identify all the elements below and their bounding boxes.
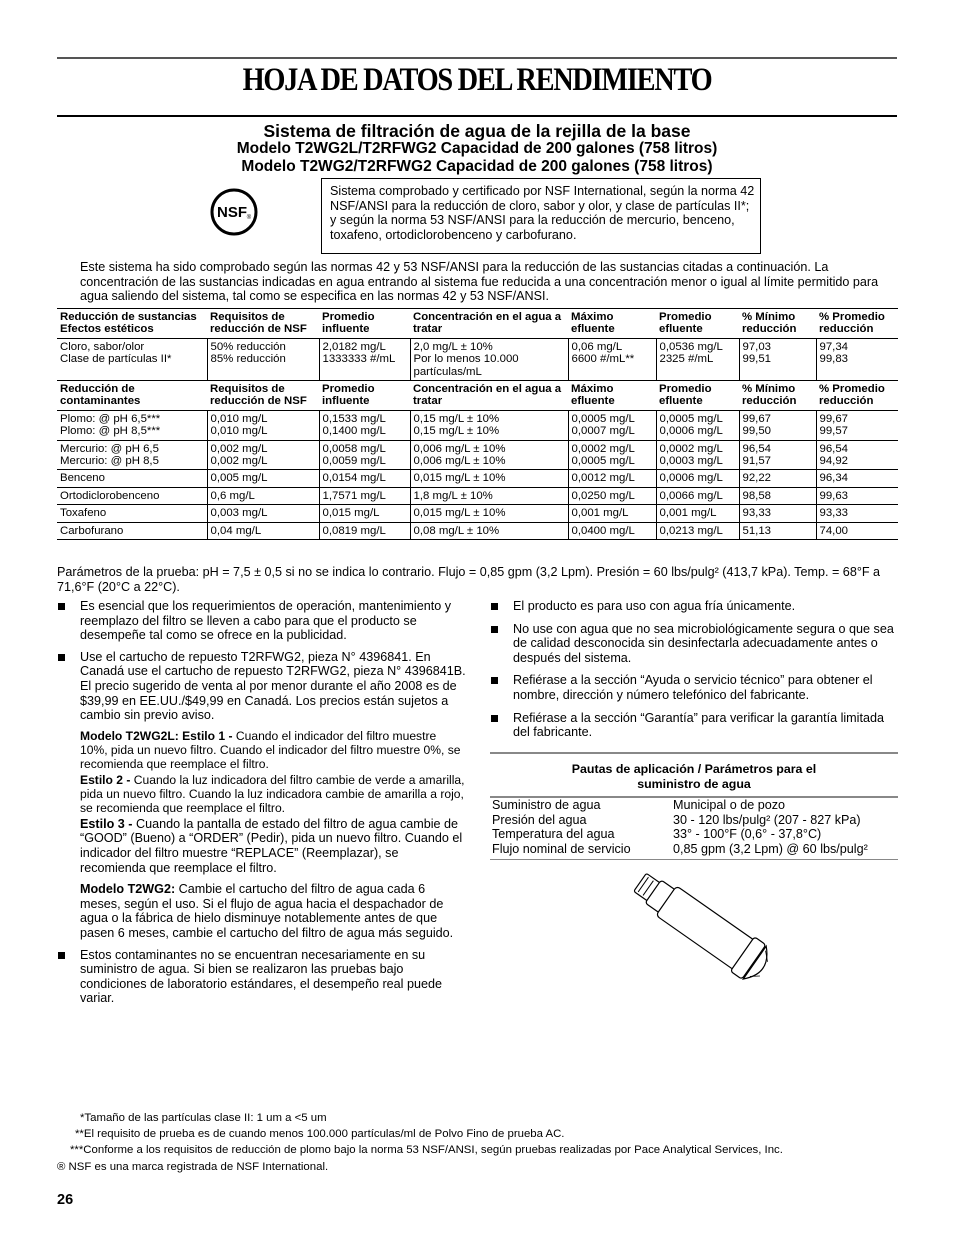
footnote-4: ® NSF es una marca registrada de NSF International. — [57, 1161, 329, 1173]
table-cell: Reducción de contaminantes — [57, 381, 207, 411]
performance-table — [57, 308, 898, 540]
table-cell: 0,0819 mg/L — [319, 522, 410, 539]
table-cell: Requisitos de reducción de NSF — [207, 381, 319, 411]
list-item: Refiérase a la sección “Garantía” para verificar la garantía limitada del fabricante. — [490, 711, 900, 740]
guidelines-title: Pautas de aplicación / Parámetros para el suministro de agua — [571, 762, 817, 791]
table-cell: 0,0154 mg/L — [319, 470, 410, 487]
table-cell: 0,005 mg/L — [207, 470, 319, 487]
table-row — [57, 487, 898, 504]
table-cell: 0,0006 mg/L — [656, 470, 739, 487]
table-row — [57, 522, 898, 539]
table-cell: 0,015 mg/L ± 10% — [410, 470, 568, 487]
table-cell: 0,15 mg/L ± 10% 0,15 mg/L ± 10% — [410, 410, 568, 440]
top-rule — [57, 57, 897, 59]
test-parameters: Parámetros de la prueba: pH = 7,5 ± 0,5 si no se indica lo contrario. Flujo = 0,85 gpm (3,2 Lpm). Presión = 60 lbs/pulg² (413,7 kPa). Temp. = 68°F a 71,6°F (20°C a 22°C). — [57, 565, 881, 594]
bullet-square-icon — [491, 626, 498, 633]
section-subtitle: Sistema de filtración de agua de la rejilla de la base — [263, 121, 691, 141]
table-cell: Concentración en el agua a tratar — [410, 309, 568, 339]
table-row — [57, 410, 898, 440]
footnote-3: ***Conforme a los requisitos de reducción de plomo bajo la norma 53 NSF/ANSI, según pruebas realizadas por Pace Analytical Services, Inc. — [70, 1144, 783, 1156]
table-cell: % Mínimo reducción — [739, 309, 816, 339]
table-cell: 1,8 mg/L ± 10% — [410, 487, 568, 504]
table-cell: 0,04 mg/L — [207, 522, 319, 539]
table-cell: % Promedio reducción — [816, 309, 898, 339]
table-cell: 0,0066 mg/L — [656, 487, 739, 504]
table-cell: 0,0400 mg/L — [568, 522, 656, 539]
table-cell: Requisitos de reducción de NSF — [207, 309, 319, 339]
bullet-square-icon — [58, 654, 65, 661]
table-header-row — [57, 381, 898, 411]
model-line-1: Modelo T2WG2L/T2RFWG2 Capacidad de 200 galones (758 litros) — [236, 140, 718, 157]
table-cell: 0,06 mg/L 6600 #/mL** — [568, 338, 656, 380]
guidelines-cell: Municipal o de pozo — [673, 798, 786, 813]
table-cell: 97,03 99,51 — [739, 338, 816, 380]
guidelines-cell: Presión del agua — [492, 812, 587, 827]
intro-paragraph: Este sistema ha sido comprobado según las normas 42 y 53 NSF/ANSI para la reducción de las sustancias citadas a continuación. La concentración de las sustancias indicadas en agua entrando al sistema fue reducida a una concentración menor o igual al límite permitido para agua saliendo del sistema, tal como se especifica en las normas 42 y 53 NSF/ANSI. — [80, 260, 879, 304]
guidelines-cell: 0,85 gpm (3,2 Lpm) @ 60 lbs/pulg² — [673, 841, 868, 856]
bullet-square-icon — [58, 952, 65, 959]
left-column — [57, 599, 467, 1013]
table-cell: Plomo: @ pH 6,5*** Plomo: @ pH 8,5*** — [57, 410, 207, 440]
bullet-square-icon — [58, 603, 65, 610]
right-column — [490, 599, 900, 747]
nsf-certification-text: Sistema comprobado y certificado por NSF International, según la norma 42 NSF/ANSI para la reducción de cloro, sabor y olor, y clase de partículas II*; y según la norma 53 NSF/ANSI para la reducción de mercurio, benceno, toxafeno, ortodiclorobenceno y carbofurano. — [330, 184, 755, 242]
table-cell: 50% reducción 85% reducción — [207, 338, 319, 380]
nsf-logo — [210, 188, 258, 236]
table-cell: 0,002 mg/L 0,002 mg/L — [207, 440, 319, 470]
table-cell: 2,0 mg/L ± 10% Por lo menos 10.000 partículas/mL — [410, 338, 568, 380]
nsf-logo-text: NSF — [217, 204, 247, 221]
bullet-square-icon — [491, 677, 498, 684]
table-cell: 0,0058 mg/L 0,0059 mg/L — [319, 440, 410, 470]
table-cell: % Promedio reducción — [816, 381, 898, 411]
water-filter-cartridge-image — [615, 862, 795, 997]
table-cell: Promedio efluente — [656, 309, 739, 339]
table-cell: Máximo efluente — [568, 381, 656, 411]
table-cell: 51,13 — [739, 522, 816, 539]
table-cell: 0,0002 mg/L 0,0005 mg/L — [568, 440, 656, 470]
table-row — [57, 505, 898, 522]
guidelines-cell: Temperatura del agua — [492, 827, 615, 842]
bullet-square-icon — [491, 603, 498, 610]
table-cell: 97,34 99,83 — [816, 338, 898, 380]
table-cell: 0,015 mg/L ± 10% — [410, 505, 568, 522]
table-cell: 0,0213 mg/L — [656, 522, 739, 539]
table-cell: % Mínimo reducción — [739, 381, 816, 411]
table-cell: Cloro, sabor/olor Clase de partículas II* — [57, 338, 207, 380]
bullet-square-icon — [491, 715, 498, 722]
table-cell: Carbofurano — [57, 522, 207, 539]
list-item: El producto es para uso con agua fría únicamente. — [490, 599, 900, 614]
style-2-paragraph: Estilo 2 - Cuando la luz indicadora del filtro cambie de verde a amarilla, pida un nuevo filtro. Cuando la luz indicadora cambie de amarilla a rojo, se recomienda que reemplace el filtro. — [80, 772, 465, 815]
model-line-2: Modelo T2WG2/T2RFWG2 Capacidad de 200 galones (758 litros) — [241, 158, 713, 175]
table-cell: 0,0012 mg/L — [568, 470, 656, 487]
table-cell: 0,0002 mg/L 0,0003 mg/L — [656, 440, 739, 470]
guidelines-row — [490, 813, 898, 828]
table-cell: 0,015 mg/L — [319, 505, 410, 522]
table-cell: 0,010 mg/L 0,010 mg/L — [207, 410, 319, 440]
guidelines-cell: 30 - 120 lbs/pulg² (207 - 827 kPa) — [673, 812, 861, 827]
table-cell: 93,33 — [739, 505, 816, 522]
table-cell: Promedio influente — [319, 309, 410, 339]
svg-text:®: ® — [246, 215, 252, 221]
table-cell: 99,67 99,50 — [739, 410, 816, 440]
guidelines-table — [490, 798, 898, 856]
table-cell: 93,33 — [816, 505, 898, 522]
table-cell: 98,58 — [739, 487, 816, 504]
table-cell: Ortodiclorobenceno — [57, 487, 207, 504]
table-header-row — [57, 309, 898, 339]
table-cell: 0,6 mg/L — [207, 487, 319, 504]
table-cell: Toxafeno — [57, 505, 207, 522]
table-row — [57, 440, 898, 470]
table-cell: Reducción de sustancias Efectos estéticos — [57, 309, 207, 339]
guidelines-row — [490, 842, 898, 857]
table-cell: 96,54 91,57 — [739, 440, 816, 470]
table-cell: 0,08 mg/L ± 10% — [410, 522, 568, 539]
page-number: 26 — [57, 1192, 74, 1208]
table-cell: 0,0005 mg/L 0,0006 mg/L — [656, 410, 739, 440]
table-cell: 0,001 mg/L — [656, 505, 739, 522]
table-cell: 99,67 99,57 — [816, 410, 898, 440]
table-cell: Promedio efluente — [656, 381, 739, 411]
table-cell: Benceno — [57, 470, 207, 487]
table-cell: 74,00 — [816, 522, 898, 539]
table-cell: 0,006 mg/L ± 10% 0,006 mg/L ± 10% — [410, 440, 568, 470]
table-cell: 0,0005 mg/L 0,0007 mg/L — [568, 410, 656, 440]
style-3-paragraph: Estilo 3 - Cuando la pantalla de estado del filtro de agua cambie de “GOOD” (Bueno) a “ORDER” (Pedir), pida un nuevo filtro. Cuando el indicador del filtro muestre “REPLACE” (Reemplazar), se recomienda que reemplace el filtro. — [80, 816, 463, 875]
table-cell: 1,7571 mg/L — [319, 487, 410, 504]
guidelines-cell: Flujo nominal de servicio — [492, 841, 631, 856]
table-cell: 96,54 94,92 — [816, 440, 898, 470]
guidelines-row — [490, 827, 898, 842]
list-item: Es esencial que los requerimientos de operación, mantenimiento y reemplazo del filtro se lleven a cabo para que el producto se desempeñe tal como se ofrece en la publicidad. — [57, 599, 467, 643]
model-t2wg2-paragraph: Modelo T2WG2: Cambie el cartucho del filtro de agua cada 6 meses, según el uso. Si el flujo de agua hacia el despachador de agua o la fábrica de hielo disminuye notablemente antes de que pasen 6 meses, cambie el cartucho del filtro de agua más seguido. — [80, 882, 454, 940]
page-title: HOJA DE DATOS DEL RENDIMIENTO — [242, 62, 712, 98]
table-cell: 0,0250 mg/L — [568, 487, 656, 504]
table-cell: Promedio influente — [319, 381, 410, 411]
table-cell: 96,34 — [816, 470, 898, 487]
footnote-1: *Tamaño de las partículas clase II: 1 um a <5 um — [80, 1112, 327, 1124]
application-guidelines — [490, 752, 898, 860]
guidelines-cell: Suministro de agua — [492, 798, 601, 813]
list-item: Refiérase a la sección “Ayuda o servicio técnico” para obtener el nombre, dirección y número telefónico del fabricante. — [490, 673, 900, 702]
list-item: Estos contaminantes no se encuentran necesariamente en su suministro de agua. Si bien se realizaron las pruebas bajo condiciones de laboratorio estándares, el desempeño real puede variar. — [57, 948, 467, 1006]
list-item: No use con agua que no sea microbiológicamente segura o que sea de calidad desconocida sin desinfectarla adecuadamente antes o después del sistema. — [490, 622, 900, 666]
table-cell: 99,63 — [816, 487, 898, 504]
title-rule — [57, 115, 897, 117]
table-row — [57, 470, 898, 487]
table-cell: 0,1533 mg/L 0,1400 mg/L — [319, 410, 410, 440]
table-cell: 0,0536 mg/L 2325 #/mL — [656, 338, 739, 380]
table-cell: 2,0182 mg/L 1333333 #/mL — [319, 338, 410, 380]
list-item: Use el cartucho de repuesto T2RFWG2, pieza N° 4396841. En Canadá use el cartucho de repuesto T2RFWG2, pieza N° 4396841B. El precio sugerido de venta al por menor durante el año 2008 es de $39,99 en EE.UU./$49,99 en Canadá. Los precios están sujetos a cambio sin previo aviso. — [57, 650, 467, 723]
table-cell: Máximo efluente — [568, 309, 656, 339]
table-row — [57, 338, 898, 380]
table-cell: 0,001 mg/L — [568, 505, 656, 522]
table-cell: Concentración en el agua a tratar — [410, 381, 568, 411]
style-1-paragraph: Modelo T2WG2L: Estilo 1 - Cuando el indicador del filtro muestre 10%, pida un nuevo filtro. Cuando el indicador del filtro muestre 0%, se recomienda que reemplace el filtro. — [80, 728, 461, 771]
guidelines-cell: 33° - 100°F (0,6° - 37,8°C) — [673, 827, 822, 842]
table-cell: 0,003 mg/L — [207, 505, 319, 522]
table-cell: 92,22 — [739, 470, 816, 487]
guidelines-row — [490, 798, 898, 813]
table-cell: Mercurio: @ pH 6,5 Mercurio: @ pH 8,5 — [57, 440, 207, 470]
footnote-2: **El requisito de prueba es de cuando menos 100.000 partículas/ml de Polvo Fino de prueba AC. — [75, 1128, 565, 1140]
